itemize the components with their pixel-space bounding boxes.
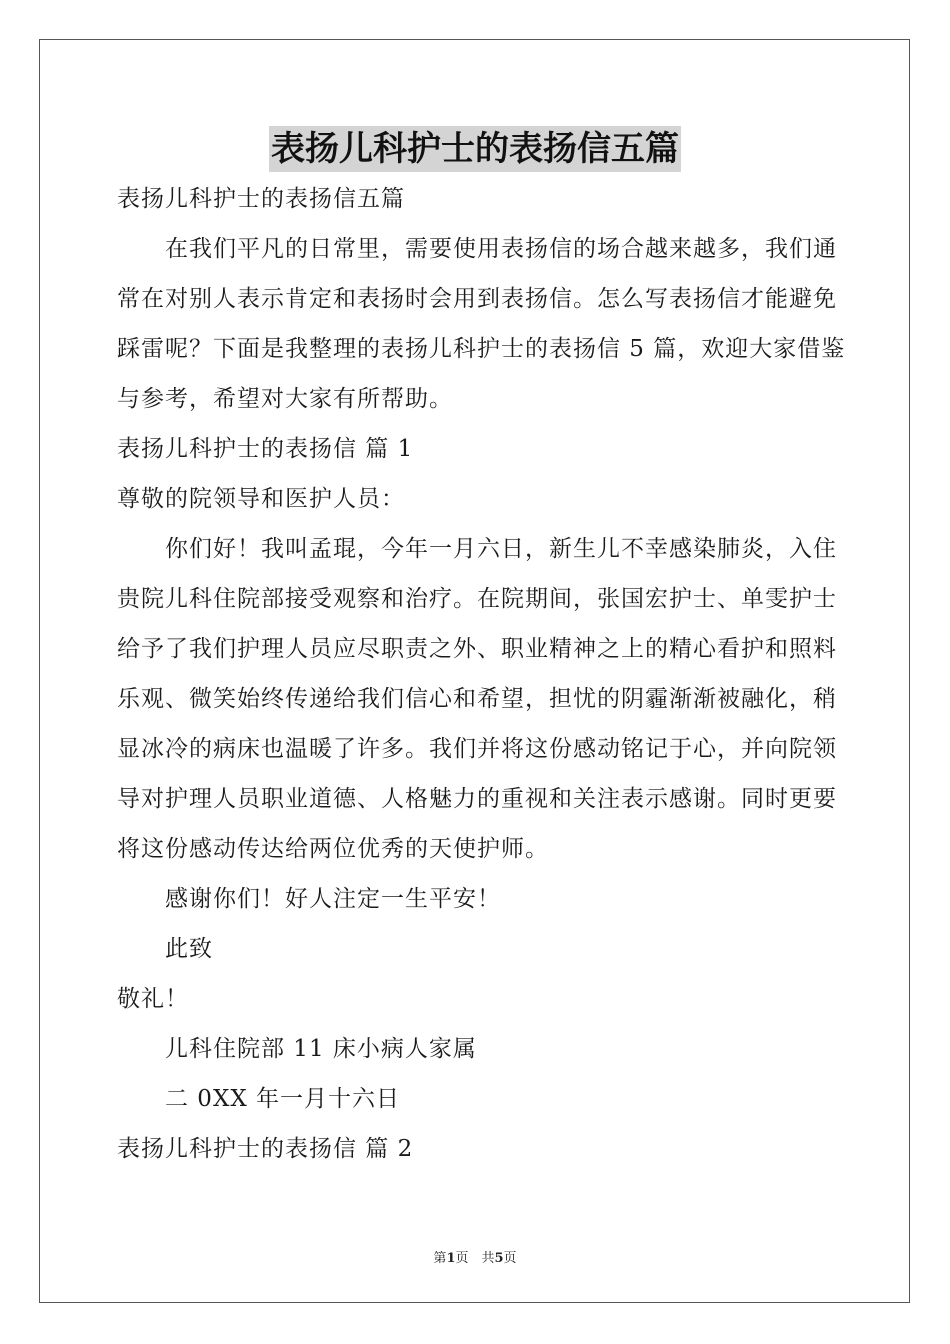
salutation: 尊敬的院领导和医护人员： xyxy=(117,486,405,512)
document-title: 表扬儿科护士的表扬信五篇 xyxy=(269,126,681,172)
document-body xyxy=(117,174,846,1174)
intro-line: 与参考，希望对大家有所帮助。 xyxy=(117,386,453,412)
footer-suffix: 页 xyxy=(503,1251,517,1266)
footer-total-pages: 5 xyxy=(494,1251,504,1266)
title-container xyxy=(0,126,950,172)
body-line: 乐观、微笑始终传递给我们信心和希望，担忧的阴霾渐渐被融化，稍 xyxy=(117,686,837,712)
body-line: 显冰冷的病床也温暖了许多。我们并将这份感动铭记于心，并向院领 xyxy=(117,736,837,762)
body-line: 给予了我们护理人员应尽职责之外、职业精神之上的精心看护和照料 xyxy=(117,636,837,662)
body-line: 导对护理人员职业道德、人格魅力的重视和关注表示感谢。同时更要 xyxy=(117,786,837,812)
closing-line: 此致 xyxy=(165,936,213,962)
subtitle: 表扬儿科护士的表扬信五篇 xyxy=(117,186,405,212)
body-line: 贵院儿科住院部接受观察和治疗。在院期间，张国宏护士、单雯护士 xyxy=(117,586,837,612)
closing-line: 敬礼！ xyxy=(117,986,189,1012)
signature: 儿科住院部 11 床小病人家属 xyxy=(165,1036,477,1062)
body-line: 你们好！我叫孟琨，今年一月六日，新生儿不幸感染肺炎，入住 xyxy=(165,536,837,562)
date: 二 0XX 年一月十六日 xyxy=(165,1086,401,1112)
body-line: 将这份感动传达给两位优秀的天使护师。 xyxy=(117,836,549,862)
intro-line: 在我们平凡的日常里，需要使用表扬信的场合越来越多，我们通 xyxy=(165,236,837,262)
section-heading: 表扬儿科护士的表扬信 篇 1 xyxy=(117,436,414,462)
footer-mid: 页 共 xyxy=(455,1251,495,1266)
intro-line: 常在对别人表示肯定和表扬时会用到表扬信。怎么写表扬信才能避免 xyxy=(117,286,837,312)
intro-line: 踩雷呢？下面是我整理的表扬儿科护士的表扬信 5 篇，欢迎大家借鉴 xyxy=(117,336,846,362)
footer-prefix: 第 xyxy=(433,1251,447,1266)
thanks-line: 感谢你们！好人注定一生平安！ xyxy=(165,886,501,912)
footer-page-number: 1 xyxy=(446,1251,456,1266)
section-heading: 表扬儿科护士的表扬信 篇 2 xyxy=(117,1136,414,1162)
page-footer xyxy=(0,1247,950,1266)
